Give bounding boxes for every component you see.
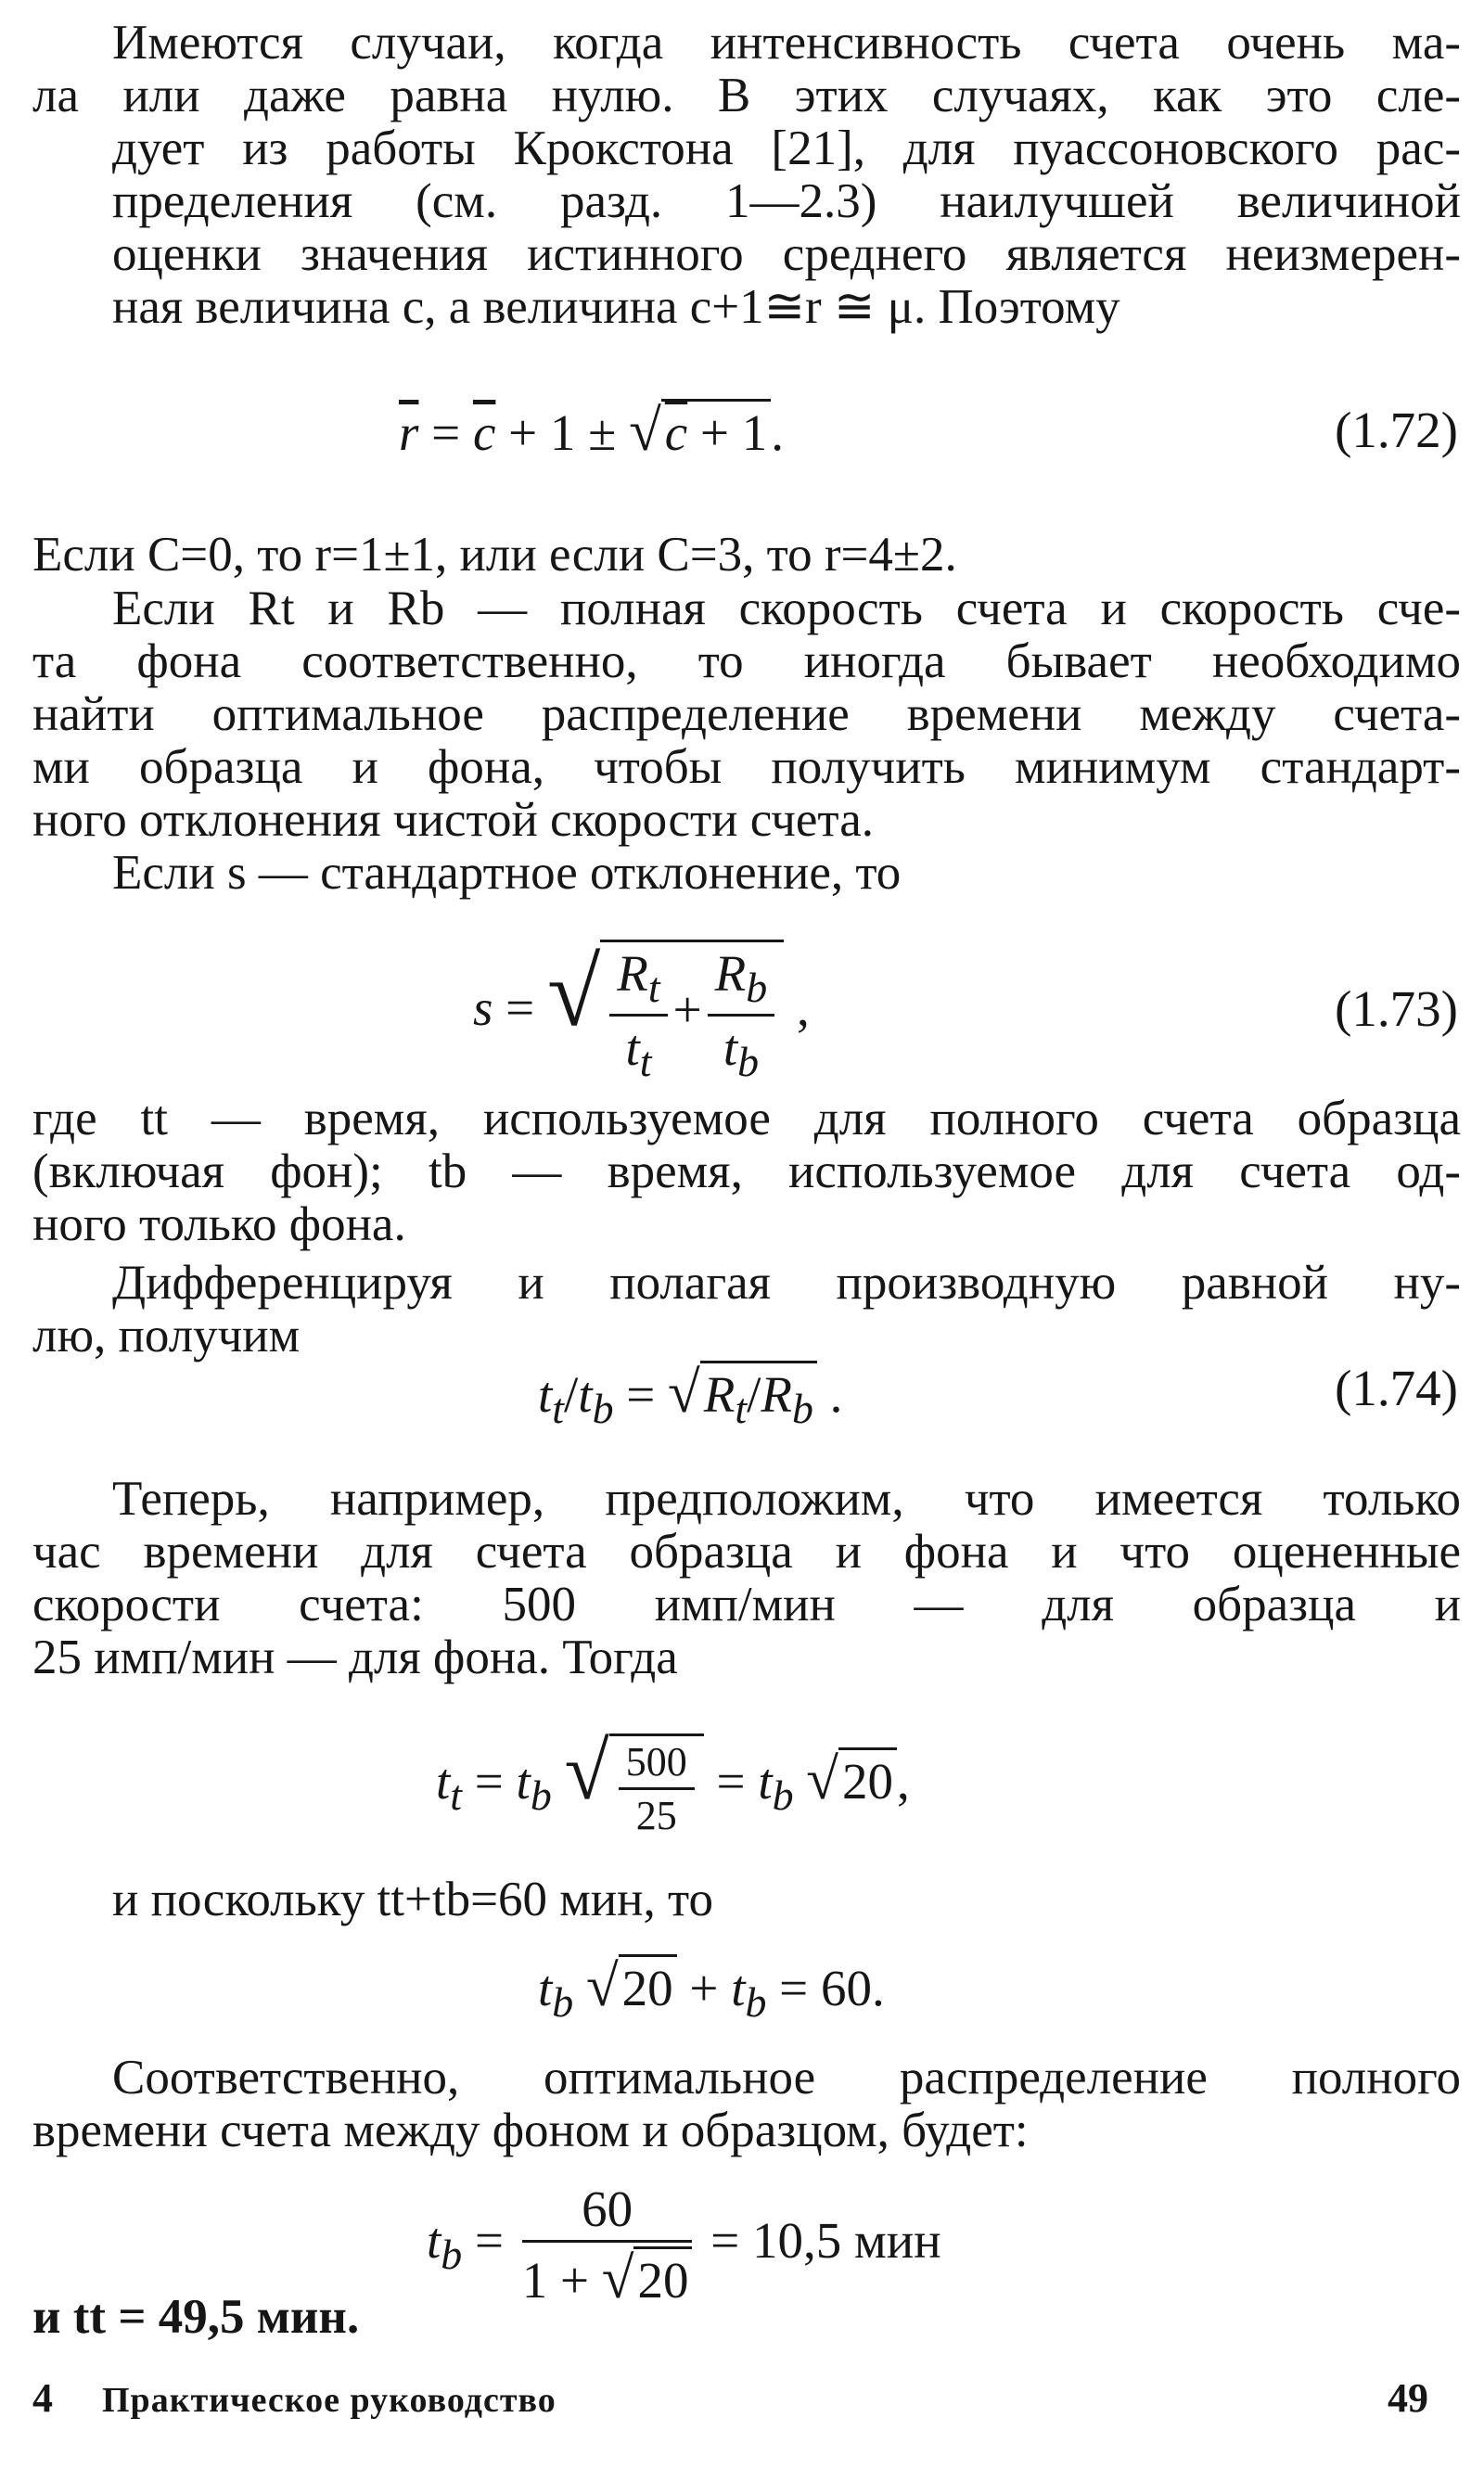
text-line: Соответственно, оптимальное распределение полного <box>112 2051 1461 2104</box>
equation-number: (1.74) <box>1335 1360 1458 1416</box>
text-line: час времени для счета образца и фона и что оцененные <box>32 1525 1461 1579</box>
paragraph-6 <box>32 1257 1461 1362</box>
equation-sum <box>0 1952 1484 2027</box>
sqrt-sign: $√R_t/R_b$ <box>668 1359 817 1433</box>
paragraph-4 <box>32 847 1461 900</box>
text-line: Если Rt и Rb — полная скорость счета и скорость сче- <box>112 582 1461 635</box>
text-line: ная величина c, а величина c+1≅r ≅ μ. Поэтому <box>112 280 1120 334</box>
equation-number: (1.73) <box>1335 980 1458 1037</box>
page-number: 49 <box>1388 2375 1428 2421</box>
fraction-numerator: 500 <box>619 1738 695 1790</box>
fraction-denominator: 1 + √20 <box>522 2243 693 2312</box>
fraction-numerator: 60 <box>522 2180 693 2243</box>
paragraph-3 <box>32 582 1461 847</box>
text-line: ного отклонения чистой скорости счета. <box>32 793 874 847</box>
text-line: ного только фона. <box>32 1197 406 1251</box>
paragraph-7 <box>32 1473 1461 1684</box>
equation-tb <box>0 2180 1484 2310</box>
equation-1-72 <box>0 397 1484 471</box>
text-line: ми образца и фона, чтобы получить минимум стандарт- <box>32 740 1461 794</box>
text-line: (включая фон); tb — время, используемое для счета од- <box>32 1145 1461 1198</box>
text-line: скорости счета: 500 имп/мин — для образца и <box>32 1578 1461 1631</box>
equation-1-74 <box>0 1359 1484 1433</box>
sheet-number: 4 <box>32 2375 53 2421</box>
equation-rhs: = 10,5 мин <box>710 2212 941 2270</box>
equation-ratio <box>0 1725 1484 1846</box>
text-line: дует из работы Крокстона [21], для пуассоновского рас- <box>112 122 1461 175</box>
text-line: Дифференцируя и полагая производную равной ну- <box>112 1256 1461 1310</box>
sqrt-sign: √c + 1 <box>629 397 771 465</box>
text-line: ла или даже равна нулю. В этих случаях, как это сле- <box>32 69 1461 122</box>
running-title: Практическое руководство <box>102 2381 556 2420</box>
text-line: времени счета между фоном и образцом, будет: <box>32 2104 1029 2157</box>
sqrt-sign: √ $\frac{500}{25}$ <box>565 1725 704 1839</box>
paragraph-2 <box>32 529 1461 582</box>
equation-1-73 <box>0 927 1484 1086</box>
paragraph-9 <box>32 2052 1461 2157</box>
text-line: Если s — стандартное отклонение, то <box>112 846 902 900</box>
paragraph-5 <box>32 1093 1461 1251</box>
paragraph-8 <box>32 1874 1461 1926</box>
sqrt-sign: √20 <box>586 1952 677 2020</box>
text-line: Имеются случаи, когда интенсивность счета очень ма- <box>112 16 1461 70</box>
text-line: Теперь, например, предположим, что имеется только <box>112 1472 1461 1526</box>
text-line: пределения (см. разд. 1—2.3) наилучшей величиной <box>112 174 1461 228</box>
equation-number: (1.72) <box>1335 402 1458 458</box>
text-line: лю, получим <box>32 1309 301 1362</box>
sqrt-sign: √ $\frac{R_t}{t_t}$ + $\frac{R_b}{t_b}$ <box>547 937 784 1086</box>
fraction-denominator: 25 <box>635 1793 677 1839</box>
text-line: 25 имп/мин — для фона. Тогда <box>32 1631 678 1684</box>
equation-expression: $t_b$ $√20 + t_b = 60$. <box>538 1953 885 2026</box>
equation-expression: $t_t = t_b$ √ $\frac{500}{25}$ = $t_b$ √20, <box>436 1727 910 1839</box>
paragraph-10 <box>32 2291 1461 2344</box>
text-line: и поскольку tt+tb=60 мин, то <box>112 1873 713 1926</box>
text-line: найти оптимальное распределение времени между счета- <box>32 687 1461 741</box>
text-line: и tt = 49,5 мин. <box>32 2290 360 2344</box>
equation-expression: $\overline{r} = \overline{c} + 1 \pm √c + 1$. <box>399 398 784 463</box>
equation-expression: s = √ $\frac{R_t}{t_t}$ + $\frac{R_b}{t_b}$ , <box>473 939 810 1086</box>
equation-rhs: 60. <box>820 1960 885 2016</box>
text-line: оценки значения истинного среднего является неизмерен- <box>112 227 1461 281</box>
equation-expression: $t_t/t_b = √R_t/R_b$ . <box>538 1360 843 1432</box>
paragraph-1 <box>32 17 1461 334</box>
sqrt-sign: √20 <box>806 1746 897 1813</box>
text-line: Если C=0, то r=1±1, или если C=3, то r=4±2. <box>32 528 957 582</box>
text-line: где tt — время, используемое для полного счета образца <box>32 1092 1461 1145</box>
text-line: та фона соответственно, то иногда бывает необходимо <box>32 634 1461 688</box>
equation-expression: $t_b$ = $\frac{60}{1 + √20}$ = 10,5 мин <box>427 2181 941 2310</box>
